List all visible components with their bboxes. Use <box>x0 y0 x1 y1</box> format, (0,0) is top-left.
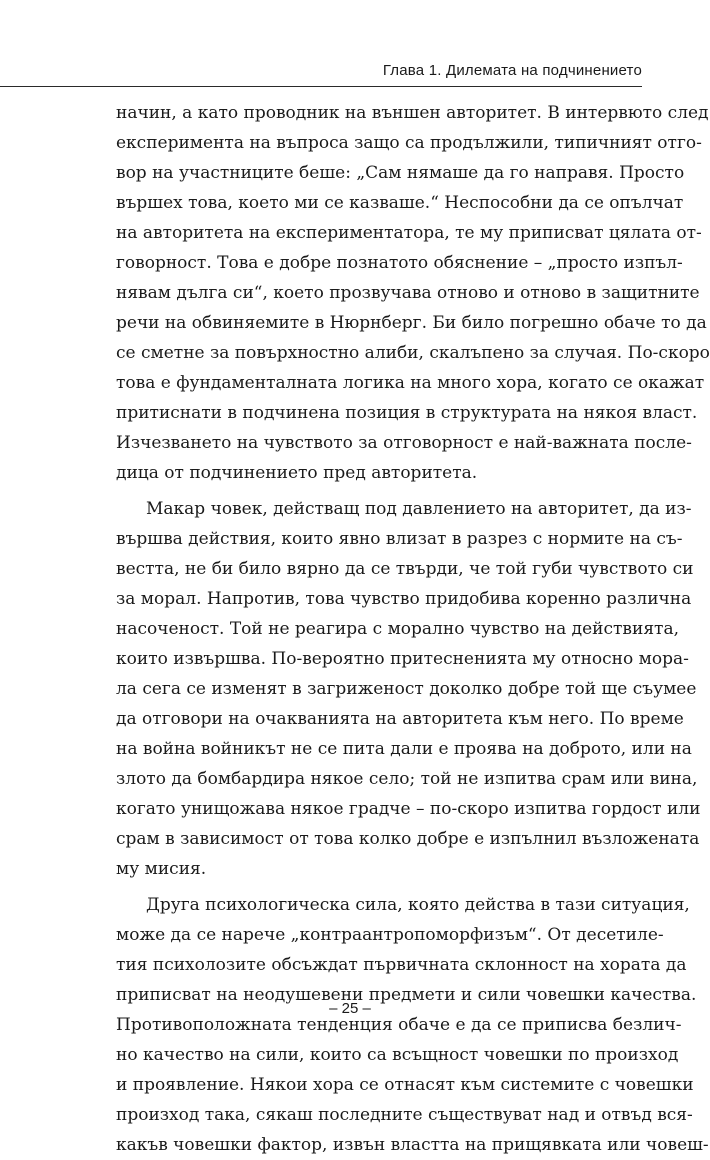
text-line: Изчезването на чувството за отговорност е най-важната после- <box>116 433 692 453</box>
text-line: вор на участниците беше: „Сам нямаше да го направя. Просто <box>116 163 685 183</box>
text-line: речи на обвиняемите в Нюрнберг. Би било погрешно обаче то да <box>116 313 707 333</box>
text-line: които извършва. По-вероятно притесненията му относно мора- <box>116 649 689 669</box>
text-line: Макар човек, действащ под давлението на авторитет, да из- <box>146 499 692 519</box>
text-line: може да се нарече „контраантропоморфизъм“. От десетиле- <box>116 925 664 945</box>
text-line: ла сега се изменят в загриженост доколко добре той ще съумее <box>116 679 697 699</box>
text-line: на авторитета на експериментатора, те му приписват цялата от- <box>116 223 702 243</box>
text-line: приписват на неодушевени предмети и сили човешки качества. <box>116 985 697 1005</box>
text-line: това е фундаменталната логика на много хора, когато се окажат <box>116 373 705 393</box>
text-line: злото да бомбардира някое село; той не изпитва срам или вина, <box>116 769 698 789</box>
page-number: – 25 – <box>329 1000 371 1017</box>
text-line: тия психолозите обсъждат първичната склонност на хората да <box>116 955 687 975</box>
text-line: насоченост. Той не реагира с морално чувство на действията, <box>116 619 680 639</box>
text-line: Друга психологическа сила, която действа в тази ситуация, <box>146 895 690 915</box>
text-line: вършех това, което ми се казваше.“ Неспособни да се опълчат <box>116 193 684 213</box>
text-line: Противоположната тенденция обаче е да се приписва безлич- <box>116 1015 682 1035</box>
text-line: начин, а като проводник на външен авторитет. В интервюто след <box>116 103 709 123</box>
text-line: вършва действия, които явно влизат в разрез с нормите на съ- <box>116 529 683 549</box>
text-line: произход така, сякаш последните съществуват над и отвъд вся- <box>116 1105 693 1125</box>
text-line: да отговори на очакванията на авторитета към него. По време <box>116 709 684 729</box>
running-head: Глава 1. Дилемата на подчинението <box>382 62 642 79</box>
text-line: но качество на сили, които са всъщност човешки по произход <box>116 1045 679 1065</box>
text-line: за морал. Напротив, това чувство придобива коренно различна <box>116 589 692 609</box>
header-rule <box>0 86 642 87</box>
text-line: експеримента на въпроса защо са продължили, типичният отго- <box>116 133 702 153</box>
text-line: вестта, не би било вярно да се твърди, че той губи чувството си <box>116 559 694 579</box>
text-line: дица от подчинението пред авторитета. <box>116 463 478 483</box>
text-line: се сметне за повърхностно алиби, скалъпено за случая. По-скоро <box>116 343 710 363</box>
text-line: и проявление. Някои хора се отнасят към системите с човешки <box>116 1075 694 1095</box>
text-line: срам в зависимост от това колко добре е изпълнил възложената <box>116 829 700 849</box>
text-line: му мисия. <box>116 859 207 879</box>
text-line: какъв човешки фактор, извън властта на прищявката или човеш- <box>116 1135 709 1155</box>
text-line: говорност. Това е добре познатото обяснение – „просто изпъл- <box>116 253 683 273</box>
text-line: нявам дълга си“, което прозвучава отново и отново в защитните <box>116 283 700 303</box>
text-line: когато унищожава някое градче – по-скоро изпитва гордост или <box>116 799 701 819</box>
text-line: на война войникът не се пита дали е проява на доброто, или на <box>116 739 692 759</box>
text-line: притиснати в подчинена позиция в структурата на някоя власт. <box>116 403 698 423</box>
